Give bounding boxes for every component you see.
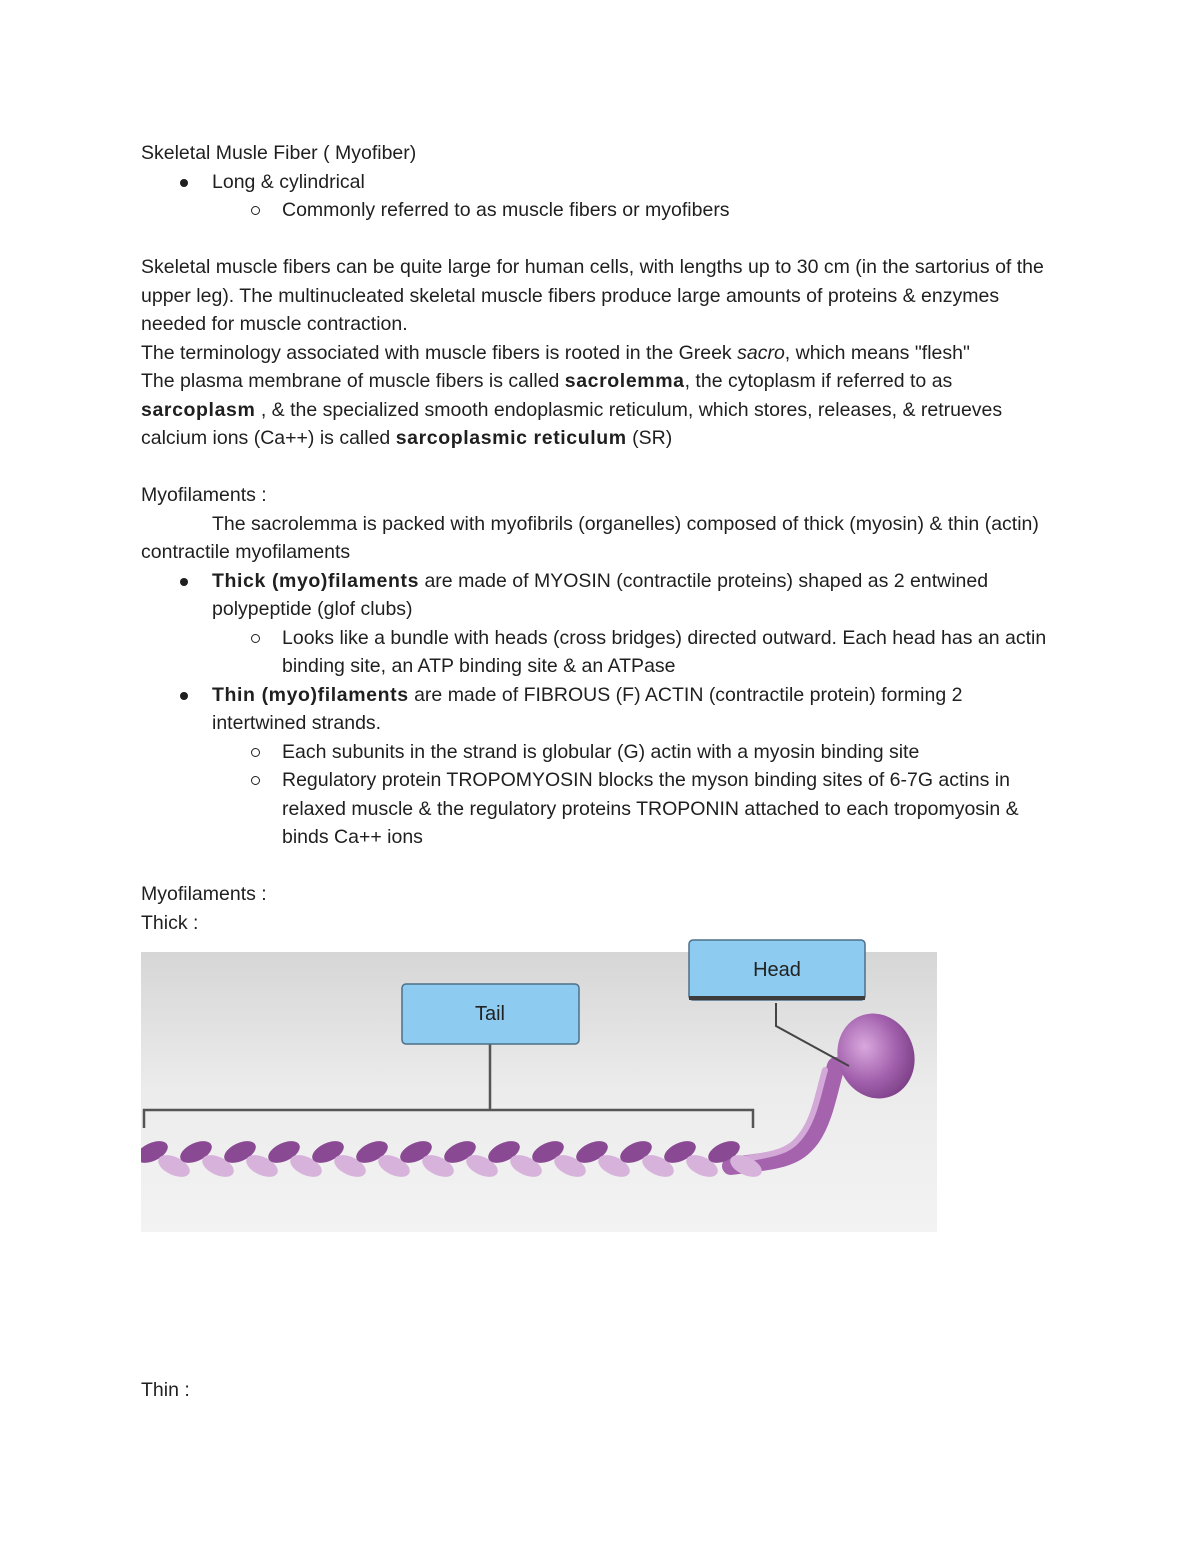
list-item-thin: Thin (myo)filaments are made of FIBROUS (F) ACTIN (contractile protein) forming 2 intertwined strands. (141, 681, 1061, 738)
thin-label: Thin : (141, 1379, 190, 1401)
list-item: Regulatory protein TROPOMYOSIN blocks the myson binding sites of 6-7G actins in relaxed muscle & the regulatory proteins TROPONIN attached to each tropomyosin & binds Ca++ ions (141, 766, 1061, 852)
head-label-shadow (689, 996, 865, 1000)
paragraph-terminology: The terminology associated with muscle fibers is rooted in the Greek sacro, which means "flesh" (141, 341, 970, 364)
list-item-thick: Thick (myo)filaments are made of MYOSIN (contractile proteins) shaped as 2 entwined polypeptide (glof clubs) (141, 567, 1061, 624)
paragraph-size: Skeletal muscle fibers can be quite large for human cells, with lengths up to 30 cm (in the sartorius of the upper leg). The multinucleated skeletal muscle fibers produce large amounts of proteins & enzymes needed for muscle contraction. (141, 256, 1044, 335)
hollow-bullet-icon (251, 634, 260, 643)
bullet-list-1 (141, 168, 1061, 225)
bullet-list-2 (141, 567, 1061, 852)
head-label: Head (753, 959, 801, 981)
myofilaments-heading: Myofilaments : (141, 484, 267, 506)
section2-heading: Myofilaments : (141, 883, 267, 905)
bullet-icon (180, 179, 188, 187)
list-item: Looks like a bundle with heads (cross bridges) directed outward. Each head has an actin binding site, an ATP binding site & an ATPase (141, 624, 1061, 681)
hollow-bullet-icon (251, 206, 260, 215)
bullet-icon (180, 578, 188, 586)
document-title: Skeletal Musle Fiber ( Myofiber) (141, 142, 417, 164)
list-item: Each subunits in the strand is globular (G) actin with a myosin binding site (141, 738, 1061, 767)
thick-label: Thick : (141, 911, 199, 934)
myosin-diagram (141, 938, 941, 1232)
hollow-bullet-icon (251, 776, 260, 785)
myofilaments-intro: The sacrolemma is packed with myofibrils (organelles) composed of thick (myosin) & thin (actin) contractile myofilaments (141, 512, 1039, 563)
list-item: Commonly referred to as muscle fibers or myofibers (141, 196, 1061, 225)
paragraph-membrane: The plasma membrane of muscle fibers is called sacrolemma, the cytoplasm if referred to as sarcoplasm , & the specialized smooth endoplasmic reticulum, which stores, releases, & retrueves calcium ions (Ca++) is called sarcoplasmic reticulum (SR) (141, 370, 1003, 449)
tail-label: Tail (474, 1003, 506, 1025)
list-item: Long & cylindrical (141, 168, 1061, 197)
hollow-bullet-icon (251, 748, 260, 757)
bullet-icon (180, 692, 188, 700)
document-body (141, 139, 1061, 937)
